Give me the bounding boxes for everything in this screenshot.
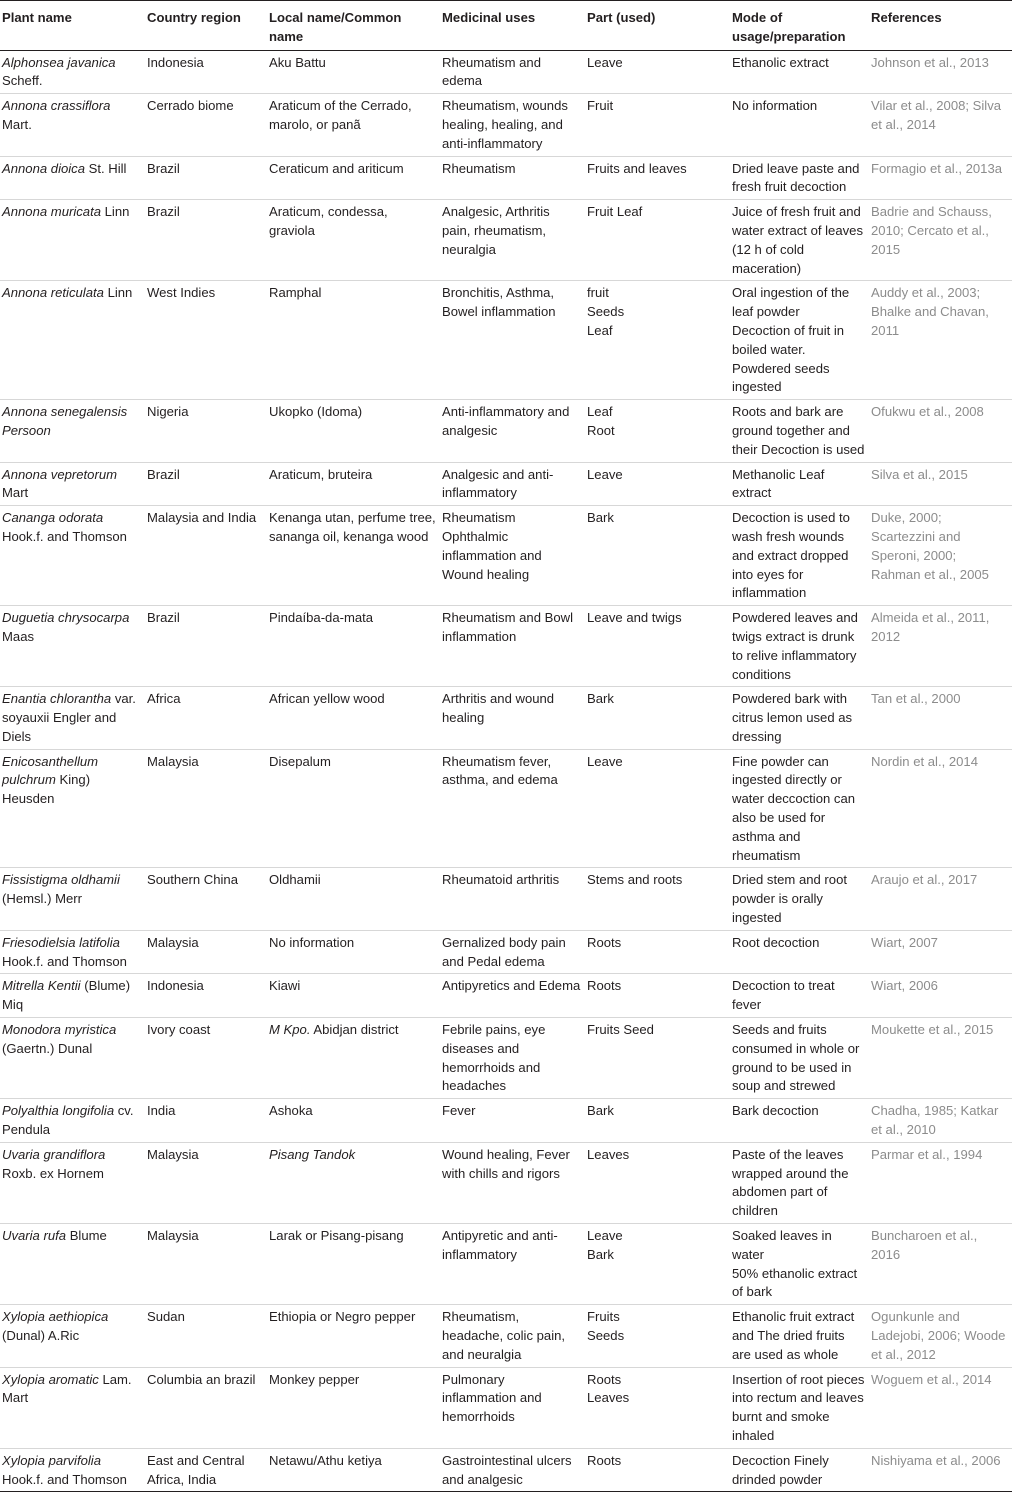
- part-used-cell: [585, 506, 730, 606]
- plant-name-cell: [0, 974, 145, 1018]
- references-cell: Almeida et al., 2011, 2012: [869, 606, 1012, 687]
- part-used-line: Roots: [587, 1371, 622, 1387]
- plant-name-authority: Lam. Mart: [2, 1371, 132, 1406]
- part-used-line: Fruits Seed: [587, 1022, 654, 1038]
- table-row: [0, 1018, 1012, 1099]
- mode-of-usage-cell: [730, 506, 869, 606]
- mode-of-usage-cell: [730, 200, 869, 281]
- medicinal-uses-cell: Rheumatoid arthritis: [440, 868, 585, 930]
- medicinal-uses-cell: Analgesic and anti-inflammatory: [440, 462, 585, 506]
- plant-name-authority: Mart: [2, 485, 29, 501]
- part-used-line: Leaves: [587, 1390, 630, 1406]
- country-region-cell: India: [145, 1099, 267, 1143]
- mode-of-usage-cell: [730, 606, 869, 687]
- country-region-cell: Malaysia: [145, 1142, 267, 1223]
- references-cell: Duke, 2000; Scartezzini and Speroni, 2000; Rahman et al., 2005: [869, 506, 1012, 606]
- plant-name-authority: Scheff.: [2, 73, 43, 89]
- mode-of-usage-cell: [730, 1367, 869, 1448]
- local-name-cell: [267, 400, 440, 462]
- local-name-text: Kenanga utan, perfume tree, sananga oil, kenanga wood: [269, 510, 436, 544]
- medicinal-uses-cell: Rheumatism: [440, 156, 585, 200]
- header-local-name: Local name/Common name: [267, 1, 440, 51]
- plant-name-authority: cv. Pendula: [2, 1103, 134, 1138]
- mode-of-usage-cell: [730, 930, 869, 974]
- part-used-line: Leave: [587, 1228, 623, 1244]
- plant-name-italic: Enantia chlorantha: [2, 691, 112, 707]
- plant-name-authority: Linn: [104, 204, 130, 220]
- local-name-cell: [267, 606, 440, 687]
- plant-name-italic: Annona reticulata: [2, 285, 104, 301]
- plant-name-italic: Monodora myristica: [2, 1022, 117, 1038]
- medicinal-uses-cell: Antipyretic and anti-inflammatory: [440, 1224, 585, 1305]
- local-name-italic: Pisang Tandok: [269, 1146, 356, 1162]
- local-name-text: Araticum, bruteira: [269, 466, 373, 482]
- part-used-line: Fruits: [587, 1309, 620, 1325]
- plant-name-cell: [0, 200, 145, 281]
- plant-name-authority: Hook.f. and Thomson: [2, 528, 127, 544]
- medicinal-uses-cell: Analgesic, Arthritis pain, rheumatism, neuralgia: [440, 200, 585, 281]
- plant-name-italic: Friesodielsia latifolia: [2, 934, 120, 950]
- country-region-cell: Columbia an brazil: [145, 1367, 267, 1448]
- mode-of-usage-cell: [730, 281, 869, 400]
- mode-of-usage-line: Powdered bark with citrus lemon used as dressing: [732, 691, 853, 744]
- local-name-text: Ashoka: [269, 1103, 313, 1119]
- mode-of-usage-cell: [730, 1224, 869, 1305]
- plant-name-authority: (Hemsl.) Merr: [2, 891, 83, 907]
- plant-name-italic: Xylopia aethiopica: [2, 1309, 109, 1325]
- part-used-cell: [585, 156, 730, 200]
- country-region-cell: Brazil: [145, 462, 267, 506]
- local-name-cell: [267, 868, 440, 930]
- part-used-cell: [585, 1367, 730, 1448]
- plant-name-italic: Annona muricata: [2, 204, 101, 220]
- header-mode-of-usage: Mode of usage/preparation: [730, 1, 869, 51]
- part-used-cell: [585, 687, 730, 749]
- plant-name-italic: Polyalthia longifolia: [2, 1103, 115, 1119]
- local-name-italic: M Kpo.: [269, 1022, 311, 1038]
- local-name-cell: [267, 1448, 440, 1492]
- plant-name-cell: [0, 281, 145, 400]
- table-row: [0, 200, 1012, 281]
- country-region-cell: Malaysia: [145, 1224, 267, 1305]
- mode-of-usage-line: Powdered leaves and twigs extract is drunk to relive inflammatory conditions: [732, 610, 858, 682]
- plant-name-cell: [0, 1305, 145, 1367]
- plant-name-italic: Annona dioica: [2, 160, 85, 176]
- plant-name-authority: Mart.: [2, 116, 32, 132]
- table-row: [0, 281, 1012, 400]
- header-row: [0, 1, 1012, 51]
- plant-name-authority: Hook.f. and Thomson: [2, 953, 127, 969]
- part-used-line: Fruit: [587, 98, 614, 114]
- table-row: [0, 94, 1012, 156]
- part-used-cell: [585, 1099, 730, 1143]
- local-name-text: Kiawi: [269, 978, 301, 994]
- local-name-cell: [267, 281, 440, 400]
- part-used-cell: [585, 1018, 730, 1099]
- references-cell: Buncharoen et al., 2016: [869, 1224, 1012, 1305]
- local-name-text: Oldhamii: [269, 872, 321, 888]
- mode-of-usage-line: Dried stem and root powder is orally ingested: [732, 872, 847, 926]
- medicinal-uses-cell: Febrile pains, eye diseases and hemorrhoids and headaches: [440, 1018, 585, 1099]
- part-used-line: Fruit Leaf: [587, 204, 643, 220]
- mode-of-usage-line: Decoction Finely drinded powder: [732, 1452, 829, 1487]
- medicinal-uses-cell: Wound healing, Fever with chills and rigors: [440, 1142, 585, 1223]
- plant-name-cell: [0, 1142, 145, 1223]
- medicinal-uses-cell: Pulmonary inflammation and hemorrhoids: [440, 1367, 585, 1448]
- plant-name-authority: (Blume) Miq: [2, 978, 131, 1013]
- local-name-cell: [267, 1224, 440, 1305]
- plant-name-authority: Linn: [107, 285, 133, 301]
- mode-of-usage-line: Decoction to treat fever: [732, 978, 835, 1013]
- mode-of-usage-line: Juice of fresh fruit and water extract of leaves (12 h of cold maceration): [732, 204, 863, 276]
- table-row: [0, 1367, 1012, 1448]
- plant-name-cell: [0, 1367, 145, 1448]
- plant-name-authority: Blume: [69, 1228, 107, 1244]
- references-cell: Badrie and Schauss, 2010; Cercato et al., 2015: [869, 200, 1012, 281]
- mode-of-usage-cell: [730, 974, 869, 1018]
- country-region-cell: Malaysia and India: [145, 506, 267, 606]
- part-used-line: Roots: [587, 1452, 622, 1468]
- local-name-cell: [267, 1099, 440, 1143]
- local-name-text: Netawu/Athu ketiya: [269, 1452, 382, 1468]
- mode-of-usage-line: Soaked leaves in water: [732, 1228, 832, 1262]
- table-row: [0, 974, 1012, 1018]
- local-name-text: Araticum, condessa, graviola: [269, 204, 388, 238]
- part-used-line: fruit: [587, 285, 609, 301]
- part-used-line: Leave: [587, 466, 623, 482]
- country-region-cell: Brazil: [145, 606, 267, 687]
- local-name-cell: [267, 1142, 440, 1223]
- plant-name-authority: (Dunal) A.Ric: [2, 1328, 80, 1343]
- references-cell: Nishiyama et al., 2006: [869, 1448, 1012, 1492]
- country-region-cell: Southern China: [145, 868, 267, 930]
- mode-of-usage-line: Fine powder can ingested directly or water deccoction can also be used for asthma and rheumatism: [732, 753, 856, 863]
- plant-name-authority: King) Heusden: [2, 772, 91, 807]
- references-cell: Ofukwu et al., 2008: [869, 400, 1012, 462]
- plant-name-italic: Mitrella Kentii: [2, 978, 81, 994]
- table-row: [0, 462, 1012, 506]
- table-header: [0, 1, 1012, 51]
- local-name-text: Disepalum: [269, 753, 331, 769]
- plant-name-italic: Annona senegalensis Persoon: [2, 404, 128, 438]
- header-medicinal-uses: Medicinal uses: [440, 1, 585, 51]
- table-row: [0, 687, 1012, 749]
- local-name-text: Ukopko (Idoma): [269, 404, 363, 420]
- local-name-cell: [267, 749, 440, 868]
- country-region-cell: Brazil: [145, 156, 267, 200]
- country-region-cell: Nigeria: [145, 400, 267, 462]
- plant-name-cell: [0, 1224, 145, 1305]
- part-used-cell: [585, 400, 730, 462]
- plant-name-italic: Cananga odorata: [2, 510, 104, 526]
- part-used-line: Stems and roots: [587, 872, 683, 888]
- part-used-cell: [585, 200, 730, 281]
- table-row: [0, 50, 1012, 94]
- local-name-text: Abidjan district: [313, 1022, 399, 1038]
- country-region-cell: Malaysia: [145, 749, 267, 868]
- local-name-text: Araticum of the Cerrado, marolo, or panã: [269, 98, 412, 132]
- part-used-line: Leave and twigs: [587, 610, 682, 626]
- part-used-cell: [585, 749, 730, 868]
- local-name-cell: [267, 506, 440, 606]
- part-used-line: Leaf: [587, 322, 613, 338]
- table-row: [0, 400, 1012, 462]
- plant-name-cell: [0, 156, 145, 200]
- plant-name-authority: St. Hill: [88, 160, 127, 176]
- local-name-cell: [267, 156, 440, 200]
- mode-of-usage-line: Decoction of fruit in boiled water.: [732, 322, 845, 357]
- part-used-cell: [585, 930, 730, 974]
- plant-name-authority: Maas: [2, 628, 35, 644]
- local-name-text: Pindaíba-da-mata: [269, 610, 374, 626]
- part-used-cell: [585, 462, 730, 506]
- plant-name-cell: [0, 606, 145, 687]
- local-name-text: Monkey pepper: [269, 1371, 360, 1387]
- country-region-cell: Brazil: [145, 200, 267, 281]
- mode-of-usage-line: Roots and bark are ground together and their Decoction is used: [732, 404, 865, 457]
- table-row: [0, 1224, 1012, 1305]
- part-used-cell: [585, 1142, 730, 1223]
- references-cell: Araujo et al., 2017: [869, 868, 1012, 930]
- mode-of-usage-line: Powdered seeds ingested: [732, 360, 830, 395]
- plant-name-cell: [0, 1099, 145, 1143]
- references-cell: Parmar et al., 1994: [869, 1142, 1012, 1223]
- plant-name-authority: Roxb. ex Hornem: [2, 1165, 104, 1181]
- mode-of-usage-cell: [730, 868, 869, 930]
- local-name-text: Ramphal: [269, 285, 322, 301]
- part-used-line: Bark: [587, 691, 614, 707]
- mode-of-usage-cell: [730, 50, 869, 94]
- country-region-cell: Sudan: [145, 1305, 267, 1367]
- country-region-cell: Indonesia: [145, 50, 267, 94]
- part-used-line: Bark: [587, 1103, 614, 1119]
- references-cell: Wiart, 2007: [869, 930, 1012, 974]
- mode-of-usage-line: Ethanolic extract: [732, 54, 829, 70]
- mode-of-usage-line: No information: [732, 98, 818, 114]
- medicinal-uses-cell: Rheumatism and edema: [440, 50, 585, 94]
- country-region-cell: Africa: [145, 687, 267, 749]
- medicinal-uses-cell: Gernalized body pain and Pedal edema: [440, 930, 585, 974]
- plant-name-italic: Duguetia chrysocarpa: [2, 610, 130, 626]
- part-used-line: Roots: [587, 978, 622, 994]
- medicinal-uses-cell: Fever: [440, 1099, 585, 1143]
- mode-of-usage-cell: [730, 1018, 869, 1099]
- plant-name-italic: Xylopia parvifolia: [2, 1452, 101, 1468]
- medicinal-uses-cell: Rheumatism, headache, colic pain, and neuralgia: [440, 1305, 585, 1367]
- part-used-line: Seeds: [587, 304, 625, 320]
- local-name-text: Aku Battu: [269, 54, 326, 70]
- part-used-line: Leave: [587, 54, 623, 70]
- mode-of-usage-line: Methanolic Leaf extract: [732, 466, 825, 501]
- mode-of-usage-cell: [730, 687, 869, 749]
- medicinal-uses-cell: Anti-inflammatory and analgesic: [440, 400, 585, 462]
- plant-name-italic: Uvaria rufa: [2, 1228, 67, 1244]
- mode-of-usage-line: 50% ethanolic extract of bark: [732, 1265, 858, 1300]
- local-name-text: Ceraticum and ariticum: [269, 160, 404, 176]
- mode-of-usage-cell: [730, 1448, 869, 1492]
- mode-of-usage-line: Paste of the leaves wrapped around the abdomen part of children: [732, 1146, 849, 1219]
- references-cell: Auddy et al., 2003; Bhalke and Chavan, 2011: [869, 281, 1012, 400]
- references-cell: Vilar et al., 2008; Silva et al., 2014: [869, 94, 1012, 156]
- plant-name-italic: Alphonsea javanica: [2, 54, 116, 70]
- part-used-cell: [585, 281, 730, 400]
- header-references: References: [869, 1, 1012, 51]
- local-name-text: African yellow wood: [269, 691, 385, 707]
- medicinal-uses-cell: Arthritis and wound healing: [440, 687, 585, 749]
- table-body: [0, 50, 1012, 1492]
- plant-name-cell: [0, 400, 145, 462]
- table-row: [0, 1142, 1012, 1223]
- mode-of-usage-line: Root decoction: [732, 934, 820, 950]
- plant-name-authority: (Gaertn.) Dunal: [2, 1040, 93, 1056]
- references-cell: Formagio et al., 2013a: [869, 156, 1012, 200]
- plant-name-italic: Fissistigma oldhamii: [2, 872, 120, 888]
- medicinal-uses-cell: Rheumatism Ophthalmic inflammation and Wound healing: [440, 506, 585, 606]
- plant-name-cell: [0, 50, 145, 94]
- plant-name-cell: [0, 506, 145, 606]
- mode-of-usage-cell: [730, 1099, 869, 1143]
- plant-name-italic: Uvaria grandiflora: [2, 1146, 106, 1162]
- table-row: [0, 506, 1012, 606]
- references-cell: Silva et al., 2015: [869, 462, 1012, 506]
- part-used-cell: [585, 868, 730, 930]
- local-name-cell: [267, 930, 440, 974]
- country-region-cell: Cerrado biome: [145, 94, 267, 156]
- mode-of-usage-cell: [730, 400, 869, 462]
- plant-name-italic: Annona vepretorum: [2, 466, 118, 482]
- table-row: [0, 868, 1012, 930]
- part-used-line: Leave: [587, 753, 623, 769]
- plant-name-cell: [0, 687, 145, 749]
- mode-of-usage-cell: [730, 94, 869, 156]
- local-name-cell: [267, 200, 440, 281]
- mode-of-usage-line: Seeds and fruits consumed in whole or ground to be used in soup and strewed: [732, 1022, 860, 1094]
- local-name-cell: [267, 1367, 440, 1448]
- part-used-line: Leaf: [587, 404, 613, 420]
- mode-of-usage-cell: [730, 1142, 869, 1223]
- table-row: [0, 156, 1012, 200]
- country-region-cell: Indonesia: [145, 974, 267, 1018]
- plant-name-italic: Enicosanthellum pulchrum: [2, 753, 99, 788]
- local-name-cell: [267, 94, 440, 156]
- plant-name-italic: Annona crassiflora: [2, 98, 111, 114]
- part-used-line: Bark: [587, 510, 614, 526]
- references-cell: Wiart, 2006: [869, 974, 1012, 1018]
- table-row: [0, 930, 1012, 974]
- part-used-cell: [585, 50, 730, 94]
- medicinal-uses-cell: Gastrointestinal ulcers and analgesic: [440, 1448, 585, 1492]
- part-used-cell: [585, 1305, 730, 1367]
- table-row: [0, 1305, 1012, 1367]
- medicinal-uses-cell: Rheumatism and Bowl inflammation: [440, 606, 585, 687]
- local-name-text: Ethiopia or Negro pepper: [269, 1309, 416, 1325]
- part-used-line: Roots: [587, 934, 622, 950]
- medicinal-uses-cell: Rheumatism, wounds healing, healing, and anti-inflammatory: [440, 94, 585, 156]
- part-used-cell: [585, 1224, 730, 1305]
- plant-name-cell: [0, 94, 145, 156]
- plant-name-authority: Hook.f. and Thomson: [2, 1471, 127, 1487]
- mode-of-usage-line: Insertion of root pieces into rectum and leaves burnt and smoke inhaled: [732, 1371, 865, 1443]
- country-region-cell: Ivory coast: [145, 1018, 267, 1099]
- part-used-cell: [585, 94, 730, 156]
- part-used-cell: [585, 974, 730, 1018]
- part-used-cell: [585, 606, 730, 687]
- references-cell: Moukette et al., 2015: [869, 1018, 1012, 1099]
- local-name-cell: [267, 462, 440, 506]
- part-used-line: Root: [587, 422, 615, 438]
- local-name-cell: [267, 1018, 440, 1099]
- references-cell: Chadha, 1985; Katkar et al., 2010: [869, 1099, 1012, 1143]
- local-name-text: Larak or Pisang-pisang: [269, 1228, 404, 1244]
- medicinal-uses-cell: Antipyretics and Edema: [440, 974, 585, 1018]
- plant-name-cell: [0, 749, 145, 868]
- plant-name-cell: [0, 1018, 145, 1099]
- mode-of-usage-line: Ethanolic fruit extract and The dried fruits are used as whole: [732, 1309, 855, 1362]
- local-name-cell: [267, 974, 440, 1018]
- references-cell: Tan et al., 2000: [869, 687, 1012, 749]
- country-region-cell: East and Central Africa, India: [145, 1448, 267, 1492]
- header-plant-name: Plant name: [0, 1, 145, 51]
- mode-of-usage-line: Decoction is used to wash fresh wounds and extract dropped into eyes for inflammation: [732, 510, 850, 601]
- mode-of-usage-cell: [730, 749, 869, 868]
- medicinal-uses-cell: Bronchitis, Asthma, Bowel inflammation: [440, 281, 585, 400]
- part-used-line: Bark: [587, 1246, 614, 1262]
- plant-name-cell: [0, 868, 145, 930]
- local-name-text: No information: [269, 934, 355, 950]
- plant-name-authority: var. soyauxii Engler and Diels: [2, 691, 136, 744]
- medicinal-uses-cell: Rheumatism fever, asthma, and edema: [440, 749, 585, 868]
- mode-of-usage-cell: [730, 156, 869, 200]
- plant-name-cell: [0, 462, 145, 506]
- part-used-cell: [585, 1448, 730, 1492]
- part-used-line: Fruits and leaves: [587, 160, 687, 176]
- mode-of-usage-cell: [730, 462, 869, 506]
- plant-name-cell: [0, 930, 145, 974]
- mode-of-usage-line: Dried leave paste and fresh fruit decoction: [732, 160, 860, 195]
- part-used-line: Leaves: [587, 1146, 630, 1162]
- table-row: [0, 1448, 1012, 1492]
- local-name-cell: [267, 50, 440, 94]
- mode-of-usage-line: Oral ingestion of the leaf powder: [732, 285, 850, 320]
- country-region-cell: West Indies: [145, 281, 267, 400]
- local-name-cell: [267, 1305, 440, 1367]
- references-cell: Woguem et al., 2014: [869, 1367, 1012, 1448]
- plant-name-cell: [0, 1448, 145, 1492]
- country-region-cell: Malaysia: [145, 930, 267, 974]
- table-row: [0, 1099, 1012, 1143]
- references-cell: Nordin et al., 2014: [869, 749, 1012, 868]
- part-used-line: Seeds: [587, 1328, 625, 1343]
- table-row: [0, 749, 1012, 868]
- plant-name-italic: Xylopia aromatic: [2, 1371, 99, 1387]
- mode-of-usage-line: Bark decoction: [732, 1103, 819, 1119]
- local-name-cell: [267, 687, 440, 749]
- header-part-used: Part (used): [585, 1, 730, 51]
- mode-of-usage-cell: [730, 1305, 869, 1367]
- references-cell: Ogunkunle and Ladejobi, 2006; Woode et al., 2012: [869, 1305, 1012, 1367]
- table-row: [0, 606, 1012, 687]
- references-cell: Johnson et al., 2013: [869, 50, 1012, 94]
- header-country-region: Country region: [145, 1, 267, 51]
